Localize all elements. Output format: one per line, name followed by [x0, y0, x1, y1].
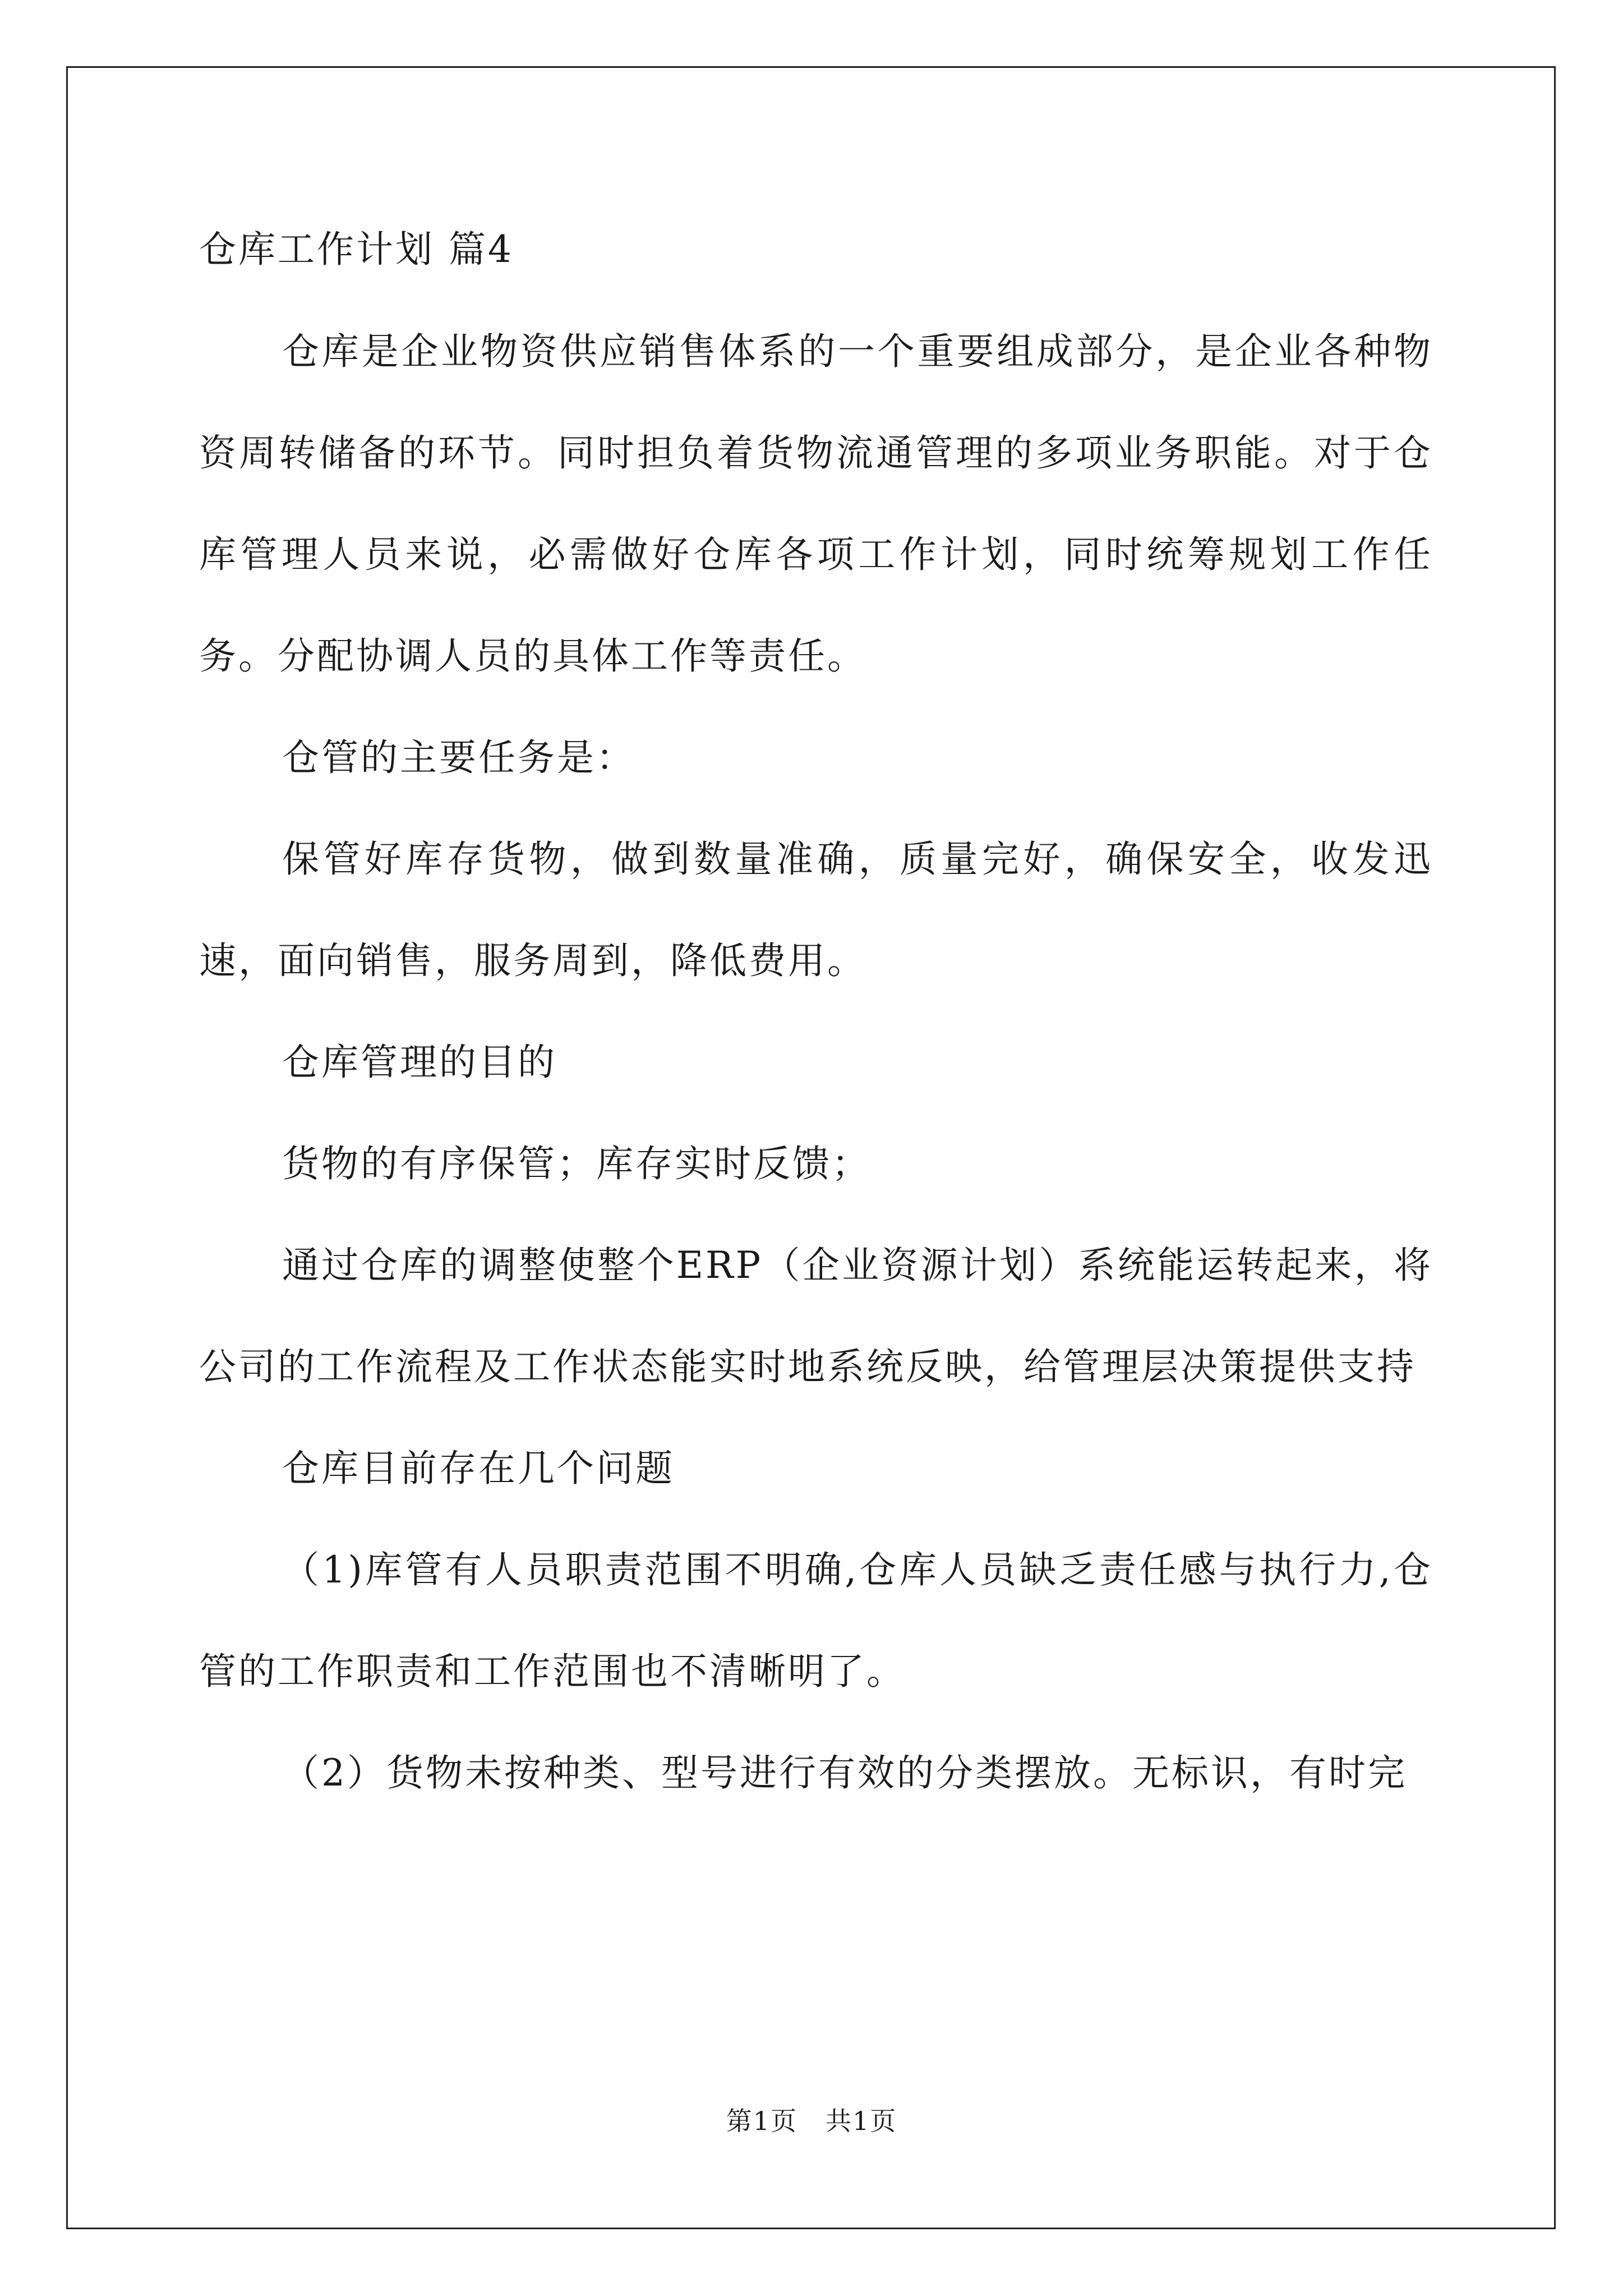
page-footer: [0, 2101, 1623, 2138]
paragraph-intro: 仓库是企业物资供应销售体系的一个重要组成部分，是企业各种物资周转储备的环节。同时担负着货物流通管理的多项业务职能。对于仓库管理人员来说，必需做好仓库各项工作计划，同时统筹规划工作任务。分配协调人员的具体工作等责任。: [199, 330, 1433, 678]
paragraph-erp: 通过仓库的调整使整个ERP（企业资源计划）系统能运转起来，将公司的工作流程及工作状态能实时地系统反映，给管理层决策提供支持: [199, 1244, 1433, 1388]
page-number: 第1页: [726, 2106, 797, 2136]
paragraph-main-tasks: 保管好库存货物，做到数量准确，质量完好，确保安全，收发迅速，面向销售，服务周到，降低费用。: [199, 838, 1433, 982]
paragraph-main-tasks-heading: 仓管的主要任务是：: [282, 736, 635, 779]
paragraph-purpose-items: 货物的有序保管；库存实时反馈；: [282, 1142, 871, 1185]
paragraph-problem-1: （1)库管有人员职责范围不明确,仓库人员缺乏责任感与执行力,仓管的工作职责和工作范围也不清晰明了。: [199, 1548, 1433, 1693]
paragraph-problems-heading: 仓库目前存在几个问题: [282, 1447, 675, 1490]
paragraph-purpose-heading: 仓库管理的目的: [282, 1041, 557, 1084]
paragraph-problem-2: （2）货物未按种类、型号进行有效的分类摆放。无标识，有时完: [282, 1751, 1407, 1795]
document-body: [199, 213, 1433, 1824]
page-total: 共1页: [826, 2106, 897, 2136]
document-title: 仓库工作计划 篇4: [199, 228, 514, 271]
